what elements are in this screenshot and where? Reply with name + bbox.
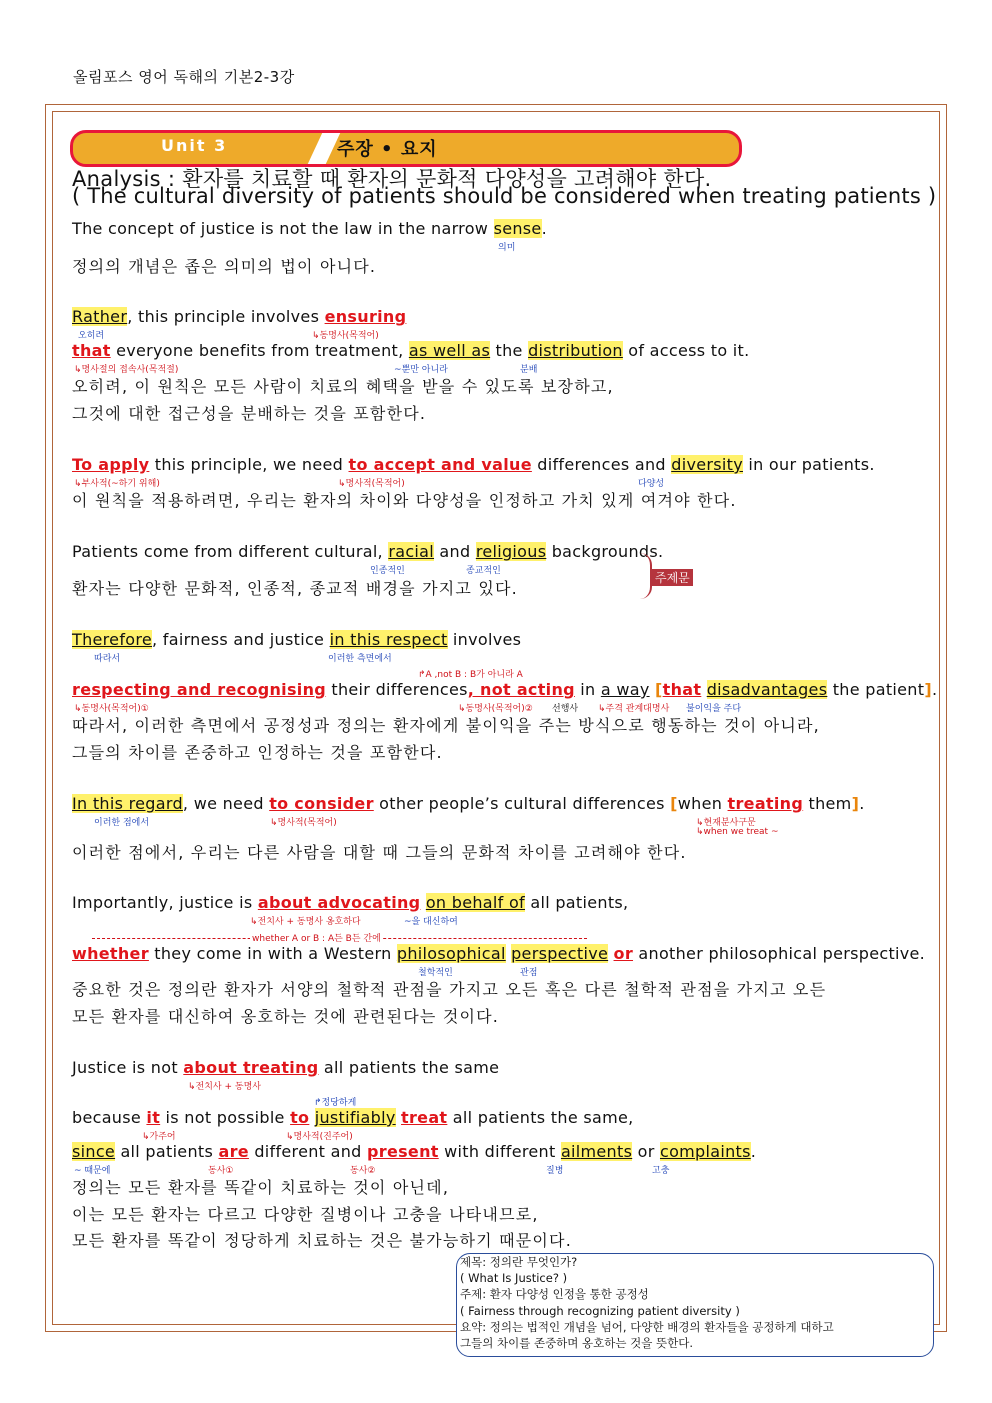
grammar-to-consider: to consider — [269, 794, 374, 813]
grammar-ensuring: ensuring — [324, 307, 407, 326]
annotation: ~뿐만 아니라 — [394, 365, 448, 375]
vocab-philosophical: philosophical — [396, 944, 506, 963]
vocab-as-well-as: as well as — [408, 341, 491, 360]
topic-brace — [636, 553, 652, 599]
sentence-8-en-line2 — [72, 1108, 634, 1127]
vocab-rather: Rather — [72, 307, 128, 326]
text: involves — [447, 630, 522, 649]
antecedent-a-way: a way — [600, 680, 650, 699]
text: all patients the same, — [447, 1108, 634, 1127]
text: Patients come from different cultural, — [72, 542, 389, 561]
sentence-3-ko: 이 원칙을 적용하려면, 우리는 환자의 차이와 다양성을 인정하고 가치 있게 여겨야 한다. — [72, 491, 737, 510]
analysis-english: ( The cultural diversity of patients should be considered when treating patients ) — [72, 184, 937, 208]
annotation: 의미 — [498, 243, 516, 253]
summary-line-2: 그들의 차이를 존중하며 옹호하는 것을 뜻한다. — [460, 1336, 694, 1351]
grammar-whether: whether — [72, 944, 149, 963]
banner-divider — [308, 133, 340, 164]
vocab-diversity: diversity — [671, 455, 743, 474]
grammar-treat: treat — [401, 1108, 448, 1127]
text: . — [541, 219, 547, 238]
text — [309, 1108, 314, 1127]
annotation: ↱정당하게 — [314, 1098, 357, 1108]
sentence-4-en — [72, 542, 663, 561]
grammar-to-accept-and-value: to accept and value — [348, 455, 532, 474]
summary-theme-ko: 주제: 환자 다양성 인정을 통한 공정성 — [460, 1287, 649, 1302]
text: and — [434, 542, 476, 561]
vocab-perspective: perspective — [511, 944, 609, 963]
document-header: 올림포스 영어 독해의 기본2-3강 — [73, 68, 295, 86]
text: all patients, — [524, 893, 629, 912]
text: this principle, we need — [149, 455, 349, 474]
sentence-7-ko-line2: 모든 환자를 대신하여 옹호하는 것에 관련된다는 것이다. — [72, 1007, 500, 1026]
annotation: 동사① — [208, 1166, 234, 1176]
sentence-6-en — [72, 794, 865, 813]
text: Justice is not — [72, 1058, 184, 1077]
annotation: 고충 — [652, 1166, 670, 1176]
grammar-respecting: respecting and recognising — [72, 680, 327, 699]
sentence-2-ko-line2: 그것에 대한 접근성을 분배하는 것을 포함한다. — [72, 404, 427, 423]
annotation: 인종적인 — [370, 566, 405, 576]
sentence-8-ko-line1: 정의는 모든 환자를 똑같이 치료하는 것이 아닌데, — [72, 1178, 450, 1197]
grammar-or: or — [613, 944, 634, 963]
summary-title-ko: 제목: 정의란 무엇인가? — [460, 1255, 578, 1269]
annotation: 분배 — [520, 365, 538, 375]
text: other people’s cultural differences — [373, 794, 671, 813]
analysis-korean: Analysis : 환자를 치료할 때 환자의 문화적 다양성을 고려해야 한다. — [72, 167, 712, 191]
annotation: ↳가주어 — [142, 1132, 176, 1142]
text: backgrounds. — [546, 542, 664, 561]
text: , we need — [182, 794, 270, 813]
annotation: ↳동명사(목적어) — [312, 331, 379, 341]
annotation: ↳명사적(진주어) — [286, 1132, 353, 1142]
text: everyone benefits from treatment, — [110, 341, 409, 360]
annotation: 이러한 측면에서 — [328, 654, 392, 664]
vocab-since: since — [72, 1142, 116, 1161]
annotation: ~을 대신하여 — [404, 917, 458, 927]
sentence-8-ko-line2: 이는 모든 환자는 다르고 다양한 질병이나 고충을 나타내므로, — [72, 1205, 539, 1224]
text: another philosophical perspective. — [633, 944, 926, 963]
unit-label: Unit 3 — [161, 136, 228, 155]
sentence-6-ko: 이러한 점에서, 우리는 다른 사람을 대할 때 그들의 문화적 차이를 고려해야 한다. — [72, 843, 687, 862]
annotation: ↳명사적(목적어) — [270, 818, 337, 828]
text: in — [574, 680, 601, 699]
sentence-5-ko-line2: 그들의 차이를 존중하고 인정하는 것을 포함한다. — [72, 743, 443, 762]
sentence-7-ko-line1: 중요한 것은 정의란 환자가 서양의 철학적 관점을 가지고 오든 혹은 다른 철학적 관점을 가지고 오든 — [72, 980, 827, 999]
bracket: [ — [670, 794, 678, 813]
annotation: ↳주격 관계대명사 — [598, 704, 670, 714]
text: them — [803, 794, 852, 813]
sentence-5-ko-line1: 따라서, 이러한 측면에서 공정성과 정의는 환자에게 불이익을 주는 방식으로 행동하는 것이 아니라, — [72, 716, 820, 735]
annotation: 이러한 점에서 — [94, 818, 150, 828]
grammar-not-acting: , not acting — [467, 680, 575, 699]
text: all patients the same — [318, 1058, 500, 1077]
grammar-that: that — [72, 341, 111, 360]
sentence-5-en-line1 — [72, 630, 521, 649]
unit-topic: 주장 • 요지 — [337, 139, 438, 160]
text: in our patients. — [742, 455, 875, 474]
vocab-on-behalf-of: on behalf of — [425, 893, 525, 912]
bracket: ] — [851, 794, 860, 813]
vocab-in-this-regard: In this regard — [72, 794, 183, 813]
vocab-racial: racial — [388, 542, 435, 561]
text: because — [72, 1108, 147, 1127]
text: . — [931, 680, 938, 699]
sentence-2-en-line2 — [72, 341, 750, 360]
annotation: 질병 — [546, 1166, 564, 1176]
text: of access to it. — [622, 341, 750, 360]
annotation: 철학적인 — [418, 968, 453, 978]
text: the — [490, 341, 529, 360]
vocab-disadvantages: disadvantages — [706, 680, 828, 699]
sentence-8-ko-line3: 모든 환자를 똑같이 정당하게 치료하는 것은 불가능하기 때문이다. — [72, 1231, 573, 1250]
bracket: ] — [924, 680, 932, 699]
grammar-it: it — [146, 1108, 161, 1127]
vocab-in-this-respect: in this respect — [329, 630, 448, 649]
vocab-religious: religious — [475, 542, 547, 561]
text: the patient — [827, 680, 925, 699]
sentence-2-ko-line1: 오히려, 이 원칙은 모든 사람이 치료의 혜택을 받을 수 있도록 보장하고, — [72, 377, 614, 396]
grammar-present: present — [367, 1142, 439, 1161]
bracket: [ — [655, 680, 663, 699]
text — [701, 680, 706, 699]
grammar-are: are — [218, 1142, 249, 1161]
annotation: ↳동명사(목적어)① — [74, 704, 149, 714]
text: is not possible — [160, 1108, 291, 1127]
text: different and — [248, 1142, 368, 1161]
text: The concept of justice is not the law in the narrow — [72, 219, 494, 238]
sentence-7-en-line1 — [72, 893, 628, 912]
topic-sentence-tag: 주제문 — [652, 569, 693, 586]
annotation: ↳when we treat ~ — [696, 827, 779, 837]
summary-theme-en: ( Fairness through recognizing patient diversity ) — [460, 1303, 740, 1318]
grammar-treating: treating — [727, 794, 804, 813]
annotation: ~ 때문에 — [74, 1166, 111, 1176]
annotation: 따라서 — [94, 654, 121, 664]
sentence-1-ko: 정의의 개념은 좁은 의미의 법이 아니다. — [72, 257, 377, 276]
unit-banner — [70, 130, 742, 167]
text: they come in with a Western — [148, 944, 397, 963]
annotation: 오히려 — [78, 331, 105, 341]
text: , this principle involves — [127, 307, 325, 326]
vocab-sense: sense — [493, 219, 542, 238]
annotation: ↳부사적(~하기 위해) — [74, 479, 160, 489]
text: or — [632, 1142, 660, 1161]
annotation: 동사② — [350, 1166, 376, 1176]
annotation: 불이익을 주다 — [686, 704, 742, 714]
text: differences and — [531, 455, 672, 474]
vocab-complaints: complaints — [659, 1142, 751, 1161]
annotation: ↳명사절의 접속사(목적절) — [74, 365, 179, 375]
annotation: 관점 — [520, 968, 538, 978]
sentence-2-en-line1 — [72, 307, 406, 326]
sentence-7-en-line2 — [72, 944, 925, 963]
summary-title-en: ( What Is Justice? ) — [460, 1271, 568, 1286]
text: . — [859, 794, 865, 813]
summary-box — [456, 1253, 934, 1357]
annotation: ↳현재분사구문 — [696, 818, 756, 828]
summary-line-1: 요약: 정의는 법적인 개념을 넘어, 다양한 배경의 환자들을 공정하게 대하고 — [460, 1319, 834, 1334]
grammar-about-advocating: about advocating — [257, 893, 421, 912]
annotation: ↳동명사(목적어)② — [458, 704, 533, 714]
annotation: ↳전치사 + 동명사 옹호하다 — [250, 917, 361, 927]
sentence-8-en-line3 — [72, 1142, 756, 1161]
text: , fairness and justice — [152, 630, 330, 649]
sentence-5-en-line2 — [72, 680, 937, 699]
annotation: 종교적인 — [466, 566, 501, 576]
grammar-to-apply: To apply — [72, 455, 150, 474]
grammar-that: that — [662, 680, 702, 699]
text: all patients — [115, 1142, 219, 1161]
sentence-1-en — [72, 219, 547, 238]
annotation: ↱A ,not B : B가 아니라 A — [418, 670, 523, 680]
vocab-ailments: ailments — [560, 1142, 633, 1161]
text: when — [677, 794, 728, 813]
vocab-justifiably: justifiably — [314, 1108, 396, 1127]
grammar-to: to — [290, 1108, 310, 1127]
annotation: 선행사 — [552, 704, 579, 714]
annotation: whether A or B : A든 B든 간에 — [250, 931, 383, 944]
annotation: ↳전치사 + 동명사 — [188, 1082, 261, 1092]
vocab-therefore: Therefore — [72, 630, 153, 649]
sentence-8-en-line1 — [72, 1058, 499, 1077]
vocab-distribution: distribution — [528, 341, 623, 360]
sentence-4-ko: 환자는 다양한 문화적, 인종적, 종교적 배경을 가지고 있다. — [72, 579, 518, 598]
text: their differences — [326, 680, 468, 699]
text: Importantly, justice is — [72, 893, 258, 912]
annotation: 다양성 — [638, 479, 665, 489]
grammar-about-treating: about treating — [183, 1058, 319, 1077]
text: . — [750, 1142, 757, 1161]
text: with different — [438, 1142, 561, 1161]
annotation: ↳명사적(목적어) — [338, 479, 405, 489]
sentence-3-en — [72, 455, 875, 474]
